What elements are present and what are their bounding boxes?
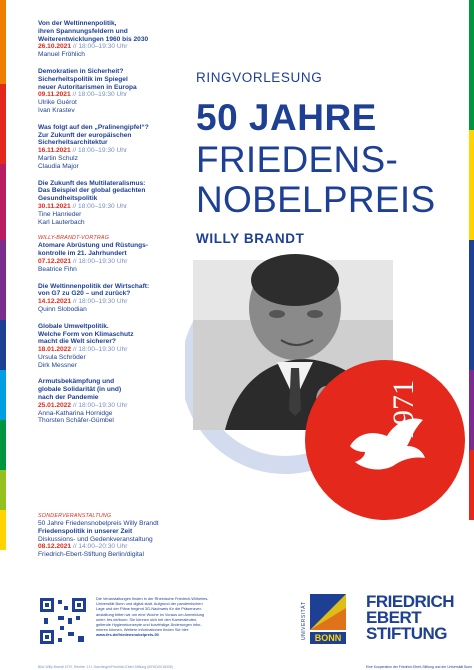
event-title: Armutsbekämpfung und <box>38 378 115 386</box>
event-speaker: Claudia Major <box>38 162 79 170</box>
event-title: Das Beispiel der global gedachten <box>38 187 146 195</box>
footer-info-line: anstaltung bitten wir um eine Woche im Voraus um Anmeldung <box>96 611 205 617</box>
event-kicker: WILLY-BRANDT-VORTRAG <box>38 235 110 242</box>
stripe <box>0 370 6 420</box>
event-title: nach der Pandemie <box>38 394 99 402</box>
uni-bonn-logo <box>300 592 350 648</box>
event-title: Sicherheitspolitik im Spiegel <box>38 75 128 83</box>
stripe <box>469 130 474 240</box>
event-speaker: Beatrice Fihn <box>38 265 77 273</box>
event-date: 18.01.2022 <box>38 346 72 354</box>
event-title: macht die Welt sicherer? <box>38 338 116 346</box>
special-line1: 50 Jahre Friedensnobelpreis Willy Brandt <box>38 520 159 527</box>
event-date: 09.11.2021 <box>38 91 71 99</box>
footer-info-line: Die Veranstaltungen finden in der Rheinische Friedrich-Wilhelms- <box>96 596 209 601</box>
stripe <box>0 0 6 84</box>
footer-info-line: Lage und der Pläne beginnt 3G-Nachweis für die Präsenzver- <box>96 606 203 612</box>
event-title: Welche Form von Klimaschutz <box>38 330 134 338</box>
series-kicker: RINGVORLESUNG <box>196 70 323 85</box>
stripe <box>0 240 6 320</box>
headline-line1: 50 JAHRE <box>196 97 377 138</box>
event-date: 14.12.2021 <box>38 298 72 306</box>
event-title: von G7 zu G20 – und zurück? <box>38 290 131 298</box>
event-title: ihren Spannungsfeldern und <box>38 27 128 35</box>
event-item <box>38 20 188 59</box>
event-time: // 18:00–19:30 Uhr <box>72 401 128 409</box>
event-datetime <box>38 346 188 354</box>
event-datetime <box>38 147 188 155</box>
uni-emblem-icon <box>310 594 346 630</box>
event-time: // 18:00–19:30 Uhr <box>72 91 128 99</box>
stripe <box>469 0 474 130</box>
fes-logo <box>366 594 471 642</box>
footer-info-line: geltende Hygienekonzepte und kurzfristige Änderungen infor- <box>96 622 202 628</box>
footer <box>0 588 474 670</box>
event-datetime <box>38 91 188 99</box>
event-speaker: Tine Hanrieder <box>38 210 82 218</box>
special-time: // 14:00–20:30 Uhr <box>72 543 128 551</box>
stripe <box>0 320 6 370</box>
stripe <box>0 84 6 164</box>
event-title: Gesundheitspolitik <box>38 195 98 203</box>
event-item <box>38 323 188 370</box>
event-datetime <box>38 298 188 306</box>
headline-line2: FRIEDENS- <box>196 139 399 180</box>
event-datetime <box>38 203 188 211</box>
headline-line3: NOBELPREIS <box>196 179 436 220</box>
event-time: // 18:00–19:30 Uhr <box>72 257 128 265</box>
image-credit: Bild: Willy Brandt 1970, Rechte: J.H. Darchinger/Friedrich-Ebert-Stiftung (6/FADO018335) <box>38 665 173 669</box>
event-title: Zur Zukunft der europäischen <box>38 131 132 139</box>
headline-sub: WILLY BRANDT <box>196 231 305 246</box>
event-date: 16.11.2021 <box>38 147 71 155</box>
stripe <box>0 470 6 510</box>
fes-line2: EBERT <box>366 608 422 627</box>
event-date: 25.01.2022 <box>38 401 72 409</box>
special-sub: Diskussions- und Gedenkveranstaltung <box>38 535 153 543</box>
event-list <box>38 20 188 434</box>
special-kicker: SONDERVERANSTALTUNG <box>38 513 112 519</box>
portrait-graphic <box>185 240 474 560</box>
special-date: 08.12.2021 <box>38 543 72 551</box>
event-time: // 18:00–19:30 Uhr <box>72 346 128 354</box>
event-datetime <box>38 402 188 410</box>
event-time: // 18:00–19:30 Uhr <box>72 43 128 51</box>
event-title: Die Weltinnenpolitik der Wirtschaft: <box>38 282 150 290</box>
event-date: 26.10.2021 <box>38 43 72 51</box>
event-date: 07.12.2021 <box>38 257 72 265</box>
event-item <box>38 68 188 115</box>
event-item <box>38 235 188 273</box>
event-speaker: Ivan Krastev <box>38 106 75 114</box>
special-place: Friedrich-Ebert-Stiftung Berlin/digital <box>38 551 144 559</box>
stripe <box>0 510 6 550</box>
event-title: neuer Autoritarismen in Europa <box>38 83 137 91</box>
event-title: Weiterentwicklungen 1960 bis 2030 <box>38 35 149 43</box>
event-speaker: Anna-Katharina Hornidge <box>38 409 113 417</box>
footer-info-line: www.fes.de/friedensnobelpreis-50 <box>96 632 159 638</box>
event-item <box>38 378 188 425</box>
event-title: Die Zukunft des Multilateralismus: <box>38 179 146 187</box>
event-title: kontrolle im 21. Jahrhundert <box>38 250 127 258</box>
event-speaker: Ursula Schröder <box>38 353 86 361</box>
cooperation-note: Eine Kooperation der Friedrich-Ebert-Stiftung und der Universität Bonn <box>366 665 473 669</box>
event-speaker: Karl Lauterbach <box>38 218 85 226</box>
qr-code-icon[interactable] <box>38 596 88 646</box>
event-title: Demokratien in Sicherheit? <box>38 67 124 75</box>
event-item <box>38 124 188 171</box>
event-title: Sicherheitsarchitektur <box>38 139 108 147</box>
event-datetime <box>38 258 188 266</box>
event-speaker: Manuel Fröhlich <box>38 51 85 59</box>
footer-info-line: Universität Bonn und digital statt. Aufgrund der pandemischen <box>96 601 203 607</box>
year-text: 1971 <box>387 380 420 440</box>
event-speaker: Martin Schulz <box>38 154 78 162</box>
footer-info-line: mieren können. Weitere Informationen finden Sie hier: <box>96 627 190 633</box>
event-speaker: Dirk Messner <box>38 361 77 369</box>
event-title: Globale Umweltpolitik. <box>38 322 109 330</box>
event-time: // 18:00–19:30 Uhr <box>72 147 128 155</box>
uni-name: BONN <box>310 632 346 644</box>
event-datetime <box>38 43 188 51</box>
event-title: globale Solidarität (in und) <box>38 386 122 394</box>
event-item <box>38 180 188 227</box>
event-date: 30.11.2021 <box>38 202 71 210</box>
uni-vertical-text: UNIVERSITÄT <box>301 601 307 640</box>
event-item <box>38 283 188 314</box>
stripe <box>0 164 6 240</box>
uni-vertical <box>300 596 308 642</box>
special-event <box>38 513 208 559</box>
footer-info <box>96 596 226 638</box>
footer-info-line: unter: fes.de/bonn. Sie können sich bei den Kameraleuten, <box>96 616 198 622</box>
fes-line1: FRIEDRICH <box>366 592 455 611</box>
event-speaker: Quinn Slobodian <box>38 305 87 313</box>
event-speaker: Ulrike Guérot <box>38 99 77 107</box>
event-time: // 18:00–19:30 Uhr <box>72 298 128 306</box>
event-title: Atomare Abrüstung und Rüstungs- <box>38 242 149 250</box>
event-title: Was folgt auf den „Pralinengipfel“? <box>38 123 149 131</box>
stripe <box>0 420 6 470</box>
event-time: // 18:00–19:30 Uhr <box>72 202 128 210</box>
event-speaker: Thorsten Schäfer-Gümbel <box>38 417 114 425</box>
fes-line3: STIFTUNG <box>366 624 447 643</box>
special-title: Friedenspolitik in unserer Zeit <box>38 527 133 535</box>
event-title: Von der Weltinnenpolitik, <box>38 20 117 27</box>
